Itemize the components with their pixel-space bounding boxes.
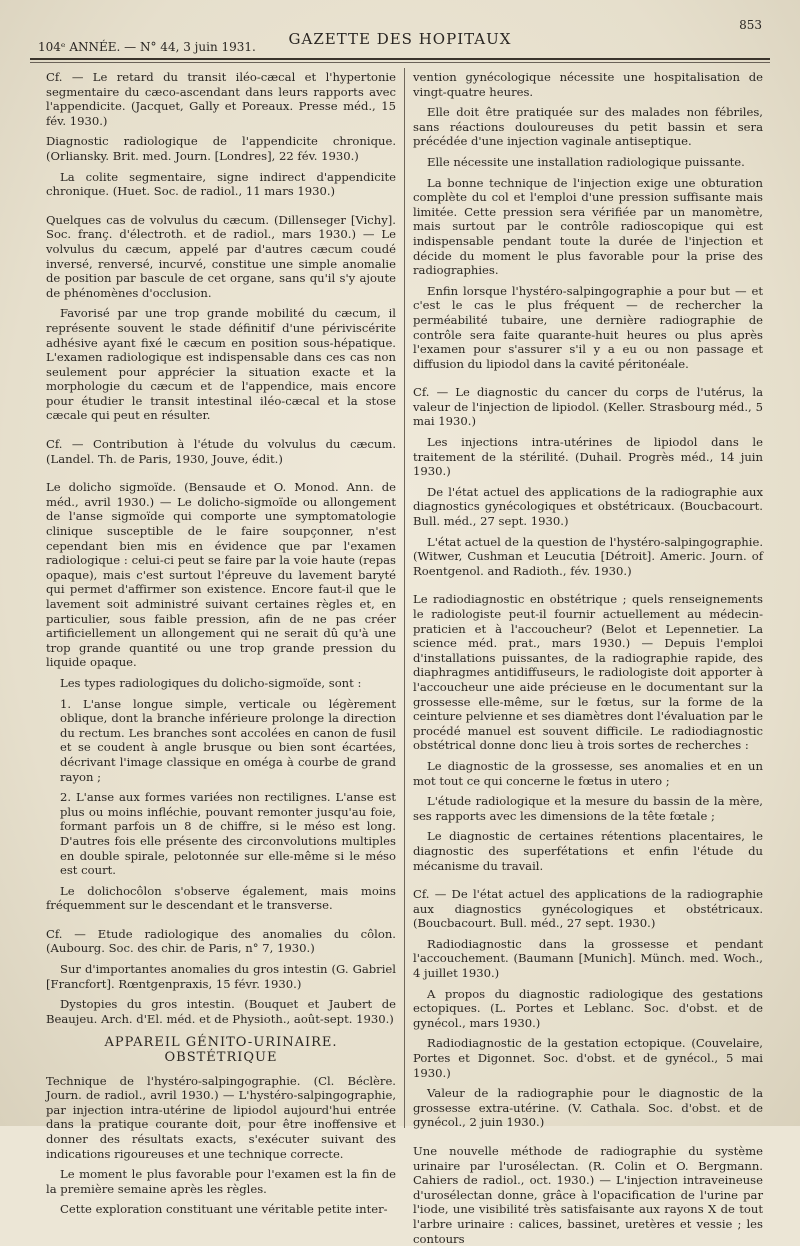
paragraph: Quelques cas de volvulus du cæcum. (Dillenseger [Vichy]. Soc. franç. d'électroth. et de radiol., mars 1930.) — Le volvulus du cæcum, appelé par d'autres cæcum coudé inversé, renversé, incurvé, constitue une simple anomalie de position par bascule de cet organe, sans qu'il s'y ajoute de phénomènes d'occlusion. [46,212,396,300]
paragraph: Cf. — Le retard du transit iléo-cæcal et l'hypertonie segmentaire du cæco-ascendant dans leurs rapports avec l'appendicite. (Jacquet, Gally et Poreaux. Presse méd., 15 fév. 1930.) [46,70,396,128]
paragraph: Le dolichocôlon s'observe également, mais moins fréquemment sur le descendant et le transverse. [46,883,396,913]
paragraph: Sur d'importantes anomalies du gros intestin (G. Gabriel [Francfort]. Rœntgenpraxis, 15 févr. 1930.) [46,962,396,991]
paragraph: De l'état actuel des applications de la radiographie aux diagnostics gynécologiques et obstétricaux. (Boucbacourt. Bull. méd., 27 sept. 1930.) [413,484,763,529]
paragraph: La bonne technique de l'injection exige une obturation complète du col et l'emploi d'une pression suffisante mais limitée. Cette pression sera vérifiée par un manomètre, mais surtout par le contrôle radioscopique qui est indispensable pendant toute la durée de l'injection et décide du moment le plus favorable pour la prise des radiographies. [413,175,763,278]
header-rule-thin [30,62,770,63]
paragraph: Favorisé par une trop grande mobilité du cæcum, il représente souvent le stade définitif d'une périviscérite adhésive ayant fixé le cæcum en position sous-hépatique. L'examen radiologique est indispensable dans ces cas non seulement pour apprécier la situation exacte et la morphologie du cæcum et de l'appendice, mais encore pour étudier le transit intestinal iléo-cæcal et la stose cæcale qui peut en résulter. [46,306,396,423]
issue-info: 104ᵉ ANNÉE. — N° 44, 3 juin 1931. [38,40,256,54]
paragraph: Le diagnostic de la grossesse, ses anomalies et en un mot tout ce qui concerne le fœtus in utero ; [413,758,763,788]
paragraph: 1. L'anse longue simple, verticale ou légèrement oblique, dont la branche inférieure prolonge la direction du rectum. Les branches sont accolées en canon de fusil et se coudent à angle brusque ou bien sont écartées, décrivant l'image classique en oméga à courbe de grand rayon ; [60,696,396,784]
right-column [413,70,763,1246]
paragraph: A propos du diagnostic radiologique des gestations ectopiques. (L. Portes et Leblanc. Soc. d'obst. et de gynécol., mars 1930.) [413,986,763,1030]
paragraph: La colite segmentaire, signe indirect d'appendicite chronique. (Huet. Soc. de radiol., 11 mars 1930.) [46,169,396,199]
page-header [38,14,762,60]
paragraph: Le radiodiagnostic en obstétrique ; quels renseignements le radiologiste peut-il fournir actuellement au médecin-praticien et à l'accoucheur? (Belot et Lepennetier. La science méd. prat., mars 1930.) — Depuis l'emploi d'installations puissantes, de la radiographie rapide, des diaphragmes antidiffuseurs, le radiologiste doit apporter à l'accoucheur une aide précieuse en le documentant sur la grossesse elle-même, sur le fœtus, sur la forme de la ceinture pelvienne et ses diamètres dont l'évaluation par le procédé manuel est souvent difficile. Le radiodiagnostic obstétrical donne donc lieu à trois sortes de recherches : [413,592,763,753]
paragraph: Elle doit être pratiquée sur des malades non fébriles, sans réactions douloureuses du petit bassin et sera précédée d'une injection vaginale antiseptique. [413,105,763,149]
paragraph: L'état actuel de la question de l'hystéro-salpingographie. (Witwer, Cushman et Leucutia [Détroit]. Americ. Journ. of Roentgenol. and Radioth., fév. 1930.) [413,534,763,578]
paragraph: vention gynécologique nécessite une hospitalisation de vingt-quatre heures. [413,70,763,99]
paragraph: Elle nécessite une installation radiologique puissante. [427,154,745,169]
paragraph: Cf. — Etude radiologique des anomalies du côlon. (Aubourg. Soc. des chir. de Paris, n° 7, 1930.) [46,926,396,956]
paragraph: Valeur de la radiographie pour le diagnostic de la grossesse extra-utérine. (V. Cathala. Soc. d'obst. et de gynécol., 2 juin 1930.) [413,1086,763,1130]
paragraph: Une nouvelle méthode de radiographie du système urinaire par l'urosélectan. (R. Colin et O. Bergmann. Cahiers de radiol., oct. 1930.) — L'injection intraveineuse d'urosélectan donne, grâce à l'opacification de l'urine par l'iode, une visibilité très satisfaisante aux rayons X de tout l'arbre urinaire : calices, bassinet, uretères et vessie ; les contours [413,1144,763,1246]
paragraph: Enfin lorsque l'hystéro-salpingographie a pour but — et c'est le cas le plus fréquent — de rechercher la perméabilité tubaire, une dernière radiographie de contrôle sera faite quarante-huit heures ou plus après l'examen pour s'assurer s'il y a eu ou non passage et diffusion du lipiodol dans la cavité péritonéale. [413,283,763,371]
paragraph: Les injections intra-utérines de lipiodol dans le traitement de la stérilité. (Duhail. Progrès méd., 14 juin 1930.) [413,435,763,479]
paragraph: L'étude radiologique et la mesure du bassin de la mère, ses rapports avec les dimensions de la tête fœtale ; [413,794,763,823]
paragraph: Cf. — Contribution à l'étude du volvulus du cæcum. (Landel. Th. de Paris, 1930, Jouve, édit.) [46,437,396,466]
paragraph: Diagnostic radiologique de l'appendicite chronique. (Orliansky. Brit. med. Journ. [Londres], 22 fév. 1930.) [46,134,396,163]
paragraph: Cf. — De l'état actuel des applications de la radiographie aux diagnostics gynécologiques et obstétricaux. (Boucbacourt. Bull. méd., 27 sept. 1930.) [413,887,763,931]
section-heading: APPAREIL GÉNITO-URINAIRE. OBSTÉTRIQUE [104,1035,338,1066]
paragraph: Cette exploration constituant une véritable petite inter- [60,1202,388,1217]
paragraph: Dystopies du gros intestin. (Bouquet et Jaubert de Beaujeu. Arch. d'El. méd. et de Physioth., août-sept. 1930.) [46,997,396,1026]
paragraph: Le dolicho sigmoïde. (Bensaude et O. Monod. Ann. de méd., avril 1930.) — Le dolicho-sigmoïde ou allongement de l'anse sigmoïde qui comporte une symptomatologie clinique susceptible de le faire soupçonner, n'est cependant bien mis en évidence que par l'examen radiologique : celui-ci peut se faire par la voie haute (repas opaque), mais c'est surtout l'épreuve du lavement baryté qui permet d'affirmer son existence. Encore faut-il que le lavement soit administré suivant certaines règles et, en particulier, sous faible pression, afin de ne pas créer artificiellement un allongement qui ne serait dû qu'à une trop grande quantité ou une trop grande pression du liquide opaque. [46,480,396,670]
paragraph: Le diagnostic de certaines rétentions placentaires, le diagnostic des superfétations et enfin l'étude du mécanisme du travail. [413,829,763,873]
left-column [46,70,396,1217]
paragraph: Radiodiagnostic dans la grossesse et pendant l'accouchement. (Baumann [Munich]. Münch. med. Woch., 4 juillet 1930.) [413,936,763,981]
page-number: 853 [739,18,762,32]
paragraph: Les types radiologiques du dolicho-sigmoïde, sont : [60,675,362,690]
paragraph: Cf. — Le diagnostic du cancer du corps de l'utérus, la valeur de l'injection de lipiodol. (Keller. Strasbourg méd., 5 mai 1930.) [413,385,763,429]
paragraph: 2. L'anse aux formes variées non rectilignes. L'anse est plus ou moins infléchie, pouvant remonter jusqu'au foie, formant parfois un 8 de chiffre, si le méso est long. D'autres fois elle présente des circonvolutions multiples en double spirale, pelotonnée sur elle-même si le méso est court. [60,790,396,878]
paragraph: Radiodiagnostic de la gestation ectopique. (Couvelaire, Portes et Digonnet. Soc. d'obst. et de gynécol., 5 mai 1930.) [413,1036,763,1080]
paragraph: Le moment le plus favorable pour l'examen est la fin de la première semaine après les règles. [46,1167,396,1196]
journal-title: GAZETTE DES HOPITAUX [288,30,512,48]
column-divider [404,68,405,1128]
paragraph: Technique de l'hystéro-salpingographie. (Cl. Béclère. Journ. de radiol., avril 1930.) — L'hystéro-salpingographie, par injection intra-utérine de lipiodol aujourd'hui entrée dans la pratique courante doit, pour être inoffensive et donner des résultats exacts, s'exécuter suivant des indications rigoureuses et une technique correcte. [46,1073,396,1161]
header-rule [30,58,770,60]
